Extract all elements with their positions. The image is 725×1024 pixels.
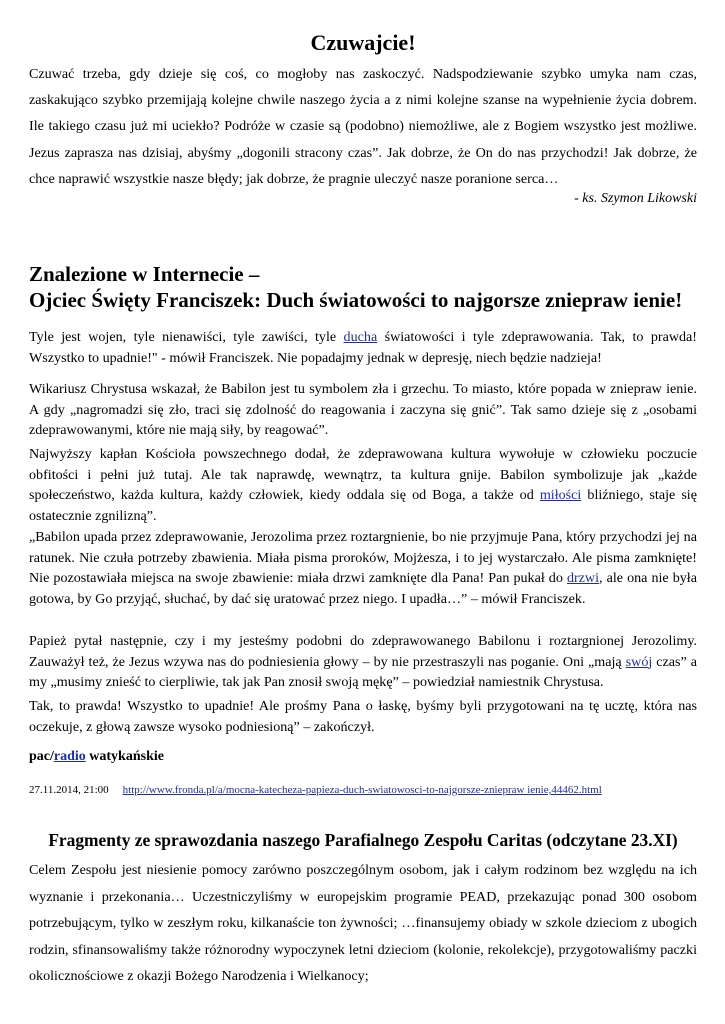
paragraph-3-text-a: Najwyższy kapłan Kościoła powszechnego dodał, że zdeprawowana kultura wywołuje w człowieku poczucie obfitości i pełni już tutaj. Ale tak naprawdę, wewnątrz, ta kultura gnije. Babilon symbolizuje jak „każde społeczeństwo, każda kultura, każdy człowiek, kiedy oddala się od Boga, a także od <box>29 446 697 504</box>
source-line <box>29 747 164 767</box>
paragraph-6: Tak, to prawda! Wszystko to upadnie! Ale prośmy Pana o łaskę, byśmy byli przygotowani na tę ucztę, która nas oczekuje, z głową zawsze wysoko podniesioną” – zakończył. <box>29 698 697 735</box>
paragraph-3 <box>29 444 697 526</box>
paragraph-1 <box>29 327 697 368</box>
link-milosci[interactable]: miłości <box>539 487 582 504</box>
link-drzwi[interactable]: drzwi <box>566 570 600 587</box>
section1-signature: - ks. Szymon Likowski <box>574 191 697 206</box>
paragraph-1-text-b: światowości i tyle zdeprawowania. Tak, to prawda! Wszystko to upadnie!" - mówił Franciszek. Nie popadajmy jednak w depresję, niech będzie nadzieja! <box>29 329 697 366</box>
section2-heading-line2: Ojciec Święty Franciszek: Duch światowości to najgorsze zniepraw ienie! <box>29 288 683 312</box>
section3-body: Celem Zespołu jest niesienie pomocy zarówno poszczególnym osobom, jak i całym rodzinom bez względu na ich wyznanie i przekonania… Uczestniczyliśmy w europejskim programie PEAD, przekazując ponad 300 osobom potrzebującym, tylko w zeszłym roku, kilkanaście ton żywności; …finansujemy obiady w szkole dzieciom z ubogich rodzin, sfinansowaliśmy także różnorodny wypoczynek letni dzieciom (kolonie, rekolekcje), przygotowaliśmy paczki okolicznościowe z okazji Bożego Narodzenia i Wielkanocy; <box>29 862 697 984</box>
timestamp-line <box>29 782 602 798</box>
paragraph-4-text-a: „Babilon upada przez zdeprawowanie, Jerozolima przez roztargnienie, bo nie przyjmuje Pana, który przychodzi jej na ratunek. Nie czuła potrzeby zbawienia. Miała pisma proroków, Mojżesza, i to jej wystarczało. Ale pisma zamknięte! Nie pozostawiała miejsca na swoje zbawienie: miała drzwi zamknięte dla Pana! Pan pukał do <box>29 529 697 587</box>
link-ducha[interactable]: ducha <box>343 329 378 345</box>
paragraph-3-text-b: bliźniego, staje się ostatecznie zgnilizną”. <box>29 487 697 524</box>
source-prefix: pac/ <box>29 749 54 764</box>
paragraph-4 <box>29 527 697 609</box>
paragraph-5 <box>29 631 697 693</box>
section2-heading-line1: Znalezione w Internecie – <box>29 262 260 286</box>
timestamp: 27.11.2014, 21:00 <box>29 784 109 796</box>
section1-title: Czuwajcie! <box>310 30 416 55</box>
link-radio[interactable]: radio <box>53 749 86 764</box>
paragraph-2: Wikariusz Chrystusa wskazał, że Babilon jest tu symbolem zła i grzechu. To miasto, które popada w zniepraw ienie. A gdy „nagromadzi się zło, traci się zdolność do reagowania i zaczyna się gnić”. Tak samo dzieje się z „osobami zdeprawowanymi, które nie mają siły, by reagować”. <box>29 381 697 439</box>
section3-title: Fragmenty ze sprawozdania naszego Parafialnego Zespołu Caritas (odczytane 23.XI) <box>48 830 678 850</box>
paragraph-4-text-b: , ale ona nie była gotowa, by Go przyjąć, słuchać, by dać się uratować przez niego. I upadła…” – mówił Franciszek. <box>29 570 697 607</box>
paragraph-5-text-a: Papież pytał następnie, czy i my jesteśmy podobni do zdeprawowanego Babilonu i roztargnionej Jerozolimy. Zauważył też, że Jezus wzywa nas do podniesienia głowy – by nie przestraszyli nas poganie. Oni „mają <box>29 633 697 670</box>
section1-body: Czuwać trzeba, gdy dzieje się coś, co mogłoby nas zaskoczyć. Nadspodziewanie szybko umyka nam czas, zaskakująco szybko przemijają kolejne chwile naszego życia a z nimi kolejne szanse na wypełnienie życia dobrem. Ile takiego czasu już mi uciekło? Podróże w czasie są (podobno) niemożliwe, ale z Bogiem wszystko jest możliwe. Jezus zaprasza nas dzisiaj, abyśmy „dogonili stracony czas”. Jak dobrze, że On do nas przychodzi! Jak dobrze, że chce naprawić wszystkie nasze błędy; jak dobrze, że pragnie uleczyć nasze poranione serca… <box>29 66 697 187</box>
link-swoj[interactable]: swój <box>625 653 653 670</box>
paragraph-5-text-b: czas” a my „musimy znieść to cierpliwie, tak jak Pan znosił swoją mękę” – powiedział namiestnik Chrystusa. <box>29 653 698 691</box>
source-url-link[interactable]: http://www.fronda.pl/a/mocna-katecheza-papieza-duch-swiatowosci-to-najgorsze-zniepraw ienie,44462.html <box>122 784 602 796</box>
paragraph-1-text-a: Tyle jest wojen, tyle nienawiści, tyle zawiści, tyle <box>29 329 344 345</box>
source-suffix: watykańskie <box>85 749 164 764</box>
